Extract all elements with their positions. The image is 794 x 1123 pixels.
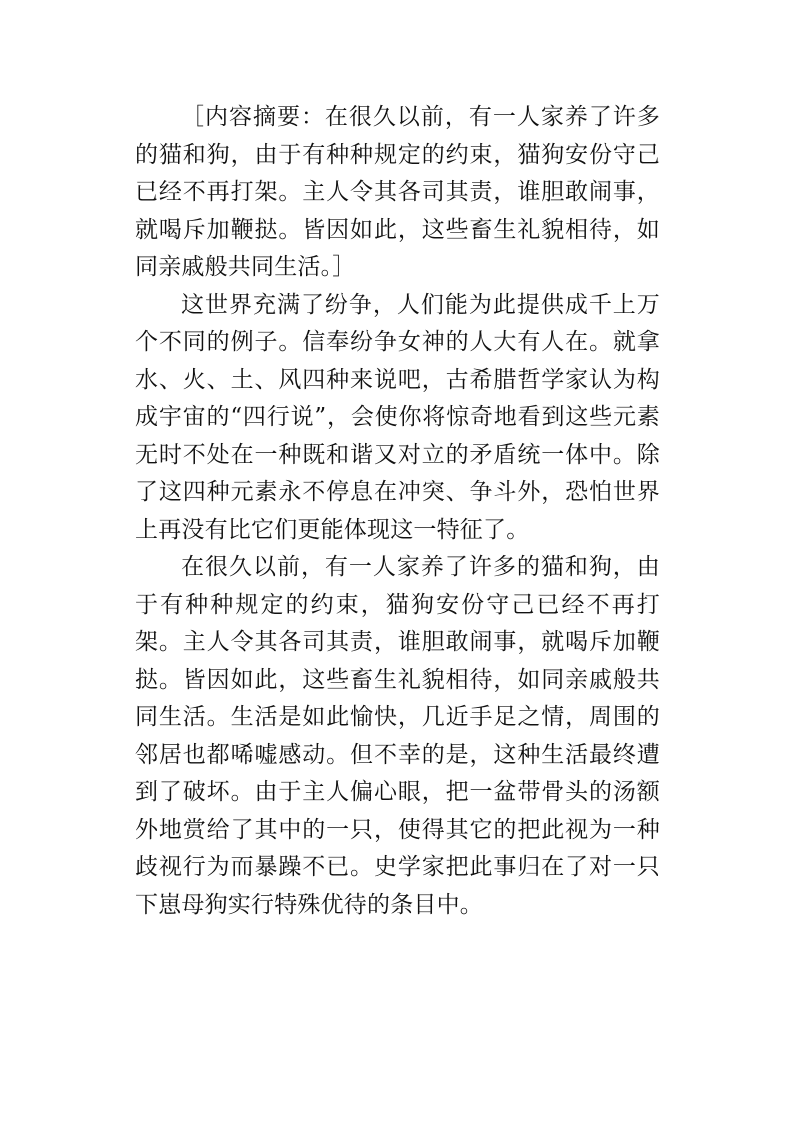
body-paragraph-1: 这世界充满了纷争，人们能为此提供成千上万个不同的例子。信奉纷争女神的人大有人在。就拿水、火、土、风四种来说吧，古希腊哲学家认为构成宇宙的“四行说”，会使你将惊奇地看到这些元素无时不处在一种既和谐又对立的矛盾统一体中。除了这四种元素永不停息在冲突、争斗外，恐怕世界上再没有比它们更能体现这一特征了。 (135, 291, 660, 543)
body-paragraph-2: 在很久以前，有一人家养了许多的猫和狗，由于有种种规定的约束，猫狗安份守己已经不再打架。主人令其各司其责，谁胆敢闹事，就喝斥加鞭挞。皆因如此，这些畜生礼貌相待，如同亲戚般共同生活。生活是如此愉快，几近手足之情，周围的邻居也都唏嘘感动。但不幸的是，这种生活最终遭到了破坏。由于主人偏心眼，把一盆带骨头的汤额外地赏给了其中的一只，使得其它的把此视为一种歧视行为而暴躁不已。史学家把此事归在了对一只下崽母狗实行特殊优待的条目中。 (135, 554, 660, 918)
abstract-paragraph: ［内容摘要：在很久以前，有一人家养了许多的猫和狗，由于有种种规定的约束，猫狗安份守己已经不再打架。主人令其各司其责，谁胆敢闹事，就喝斥加鞭挞。皆因如此，这些畜生礼貌相待，如同亲戚般共同生活。］ (135, 104, 660, 280)
document-body (135, 99, 660, 924)
